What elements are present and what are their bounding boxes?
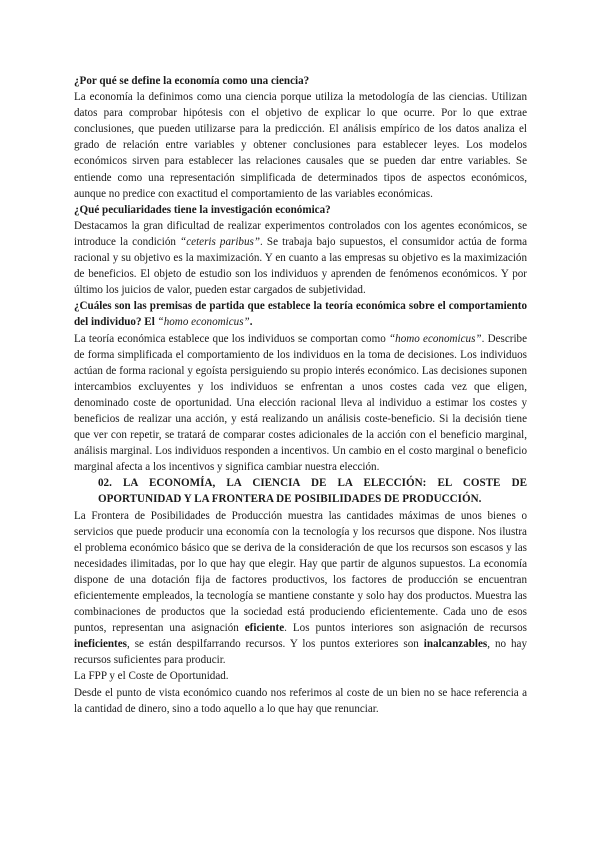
paragraph-3 [74, 331, 527, 476]
paragraph-3-text-a: La teoría económica establece que los individuos se comportan como [74, 332, 389, 345]
paragraph-2-text-a: Destacamos la gran dificultad de realizar experimentos controlados con los agentes económicos, se introduce la condición [74, 219, 527, 248]
paragraph-4-text-d: , se están despilfarrando recursos. Y los puntos exteriores son [127, 638, 424, 651]
paragraph-4-text-a: La Frontera de Posibilidades de Producción muestra las cantidades máximas de unos bienes o servicios que puede producir una economía con la tecnología y los recursos que dispone. Nos ilustra el problema económico básico que se deriva de la consideración de que los recursos son escasos y las necesidades ilimitadas, por lo que hay que elegir. Hay que partir de algunos supuestos. La economía dispone de una dotación fija de factores productivos, los factores de producción se encuentran eficientemente empleados, la tecnología se mantiene constante y solo hay dos productos. Muestra las combinaciones de productos que la sociedad está produciendo eficientemente. Cada uno de esos puntos, representan una asignación [74, 509, 527, 635]
paragraph-3-emphasis: “homo economicus” [388, 332, 482, 345]
section-title: 02. LA ECONOMÍA, LA CIENCIA DE LA ELECCIÓN: EL COSTE DE OPORTUNIDAD Y LA FRONTERA DE POSIBILIDADES DE PRODUCCIÓN. [98, 477, 527, 506]
paragraph-2-text-b: . Se trabaja bajo supuestos, el consumidor actúa de forma racional y su objetivo es la maximización. Y en cuanto a las empresas su objetivo es la maximización de beneficios. El objeto de estudio son los individuos y aprenden de fenómenos económicos. Y por último los juicios de valor, pueden estar cargados de subjetividad. [74, 235, 527, 297]
paragraph-4-bold-3: inalcanzables [423, 638, 488, 651]
paragraph-4-text-c: . Los puntos interiores son asignación de recursos [284, 622, 527, 635]
paragraph-4-text-e: , no hay recursos suficientes para producir. [74, 638, 527, 667]
paragraph-2 [74, 218, 527, 298]
paragraph-5: La FPP y el Coste de Oportunidad. [74, 670, 229, 683]
document-body [74, 73, 527, 717]
paragraph-2-emphasis: “ceteris paribus” [180, 235, 260, 248]
question-heading-1: ¿Por qué se define la economía como una ciencia? [74, 75, 310, 87]
paragraph-1: La economía la definimos como una ciencia porque utiliza la metodología de las ciencias. Utilizan datos para comprobar hipótesis con el objetivo de explicar lo que ocurre. Por lo que extrae conclusiones, que pueden utilizarse para la predicción. El análisis empírico de los datos analiza el grado de relación entre variables y obtener conclusiones para establecer leyes. Los modelos económicos sirven para establecer las relaciones causales que se pueden dar entre variables. Se entiende como una representación simplificada de determinados tipos de aspectos económicos, aunque no predice con exactitud el comportamiento de las variables económicas. [74, 91, 527, 200]
question-heading-2: ¿Qué peculiaridades tiene la investigación económica? [74, 203, 331, 216]
paragraph-4-bold-2: ineficientes [74, 638, 127, 651]
paragraph-4 [74, 508, 527, 669]
question-heading-3 [74, 298, 527, 330]
question-3-text-a: ¿Cuáles son las premisas de partida que establece la teoría económica sobre el comportamiento del individuo? El [74, 300, 527, 329]
paragraph-3-text-b: . Describe de forma simplificada el comportamiento de los individuos en la toma de decisiones. Los individuos actúan de forma racional y egoísta persiguiendo su propio interés económico. Las decisiones suponen intercambios excluyentes y los individuos se enfrentan a unos costes cada vez que eligen, denominado coste de oportunidad. Una elección racional lleva al individuo a estimar los costes y beneficios de realizar una acción, y está realizando un análisis coste-beneficio. Si la decisión tiene que ver con repetir, se tratará de comparar costes adicionales de la acción con el beneficio marginal, análisis marginal. Los individuos responden a incentivos. Un cambio en el costo marginal o beneficio marginal afecta a los incentivos y significa cambiar nuestra elección. [74, 332, 527, 474]
paragraph-6: Desde el punto de vista económico cuando nos referimos al coste de un bien no se hace referencia a la cantidad de dinero, sino a todo aquello a lo que hay que renunciar. [74, 686, 527, 715]
question-3-emphasis: “homo economicus” [157, 316, 250, 329]
question-3-text-b: . [249, 316, 253, 329]
paragraph-4-bold-1: eficiente [244, 622, 285, 635]
